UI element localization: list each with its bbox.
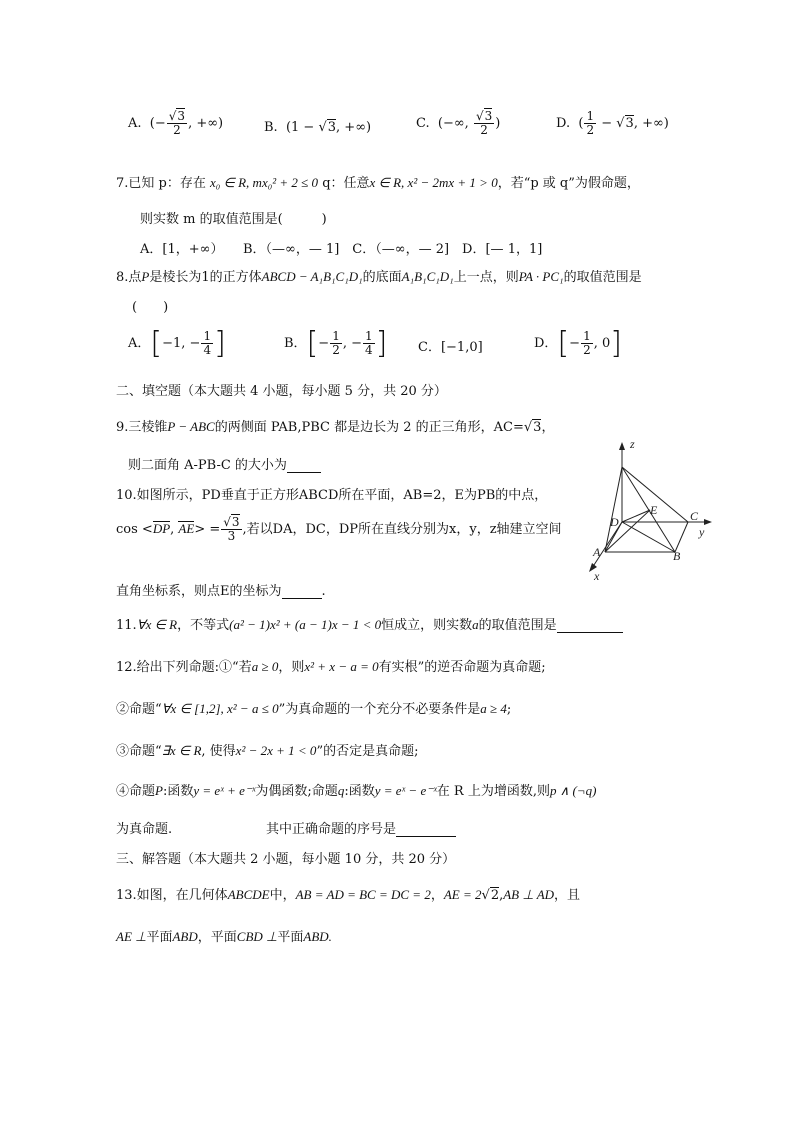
q12-line4: ④命题P:函数y = eˣ + e⁻ˣ为偶函数;命题q:函数y = eˣ − e⁻ˣ在 R 上为增函数,则p ∧ (¬q) <box>116 783 597 799</box>
section-2-heading: 二、填空题（本大题共 4 小题，每小题 5 分，共 20 分） <box>116 384 447 399</box>
x-label: x <box>594 569 600 582</box>
coordinate-pyramid-figure <box>580 432 715 582</box>
q11-line: 11.∀x ∈ R，不等式(a² − 1)x² + (a − 1)x − 1 < 0恒成立，则实数a的取值范围是 <box>116 614 623 633</box>
q13-line1: 13.如图，在几何体ABCDE中，AB = AD = BC = DC = 2，AE = 2√2,AB ⊥ AD，且 <box>116 887 581 903</box>
q6-option-a: A. (− $\frac{√3}{2}$ , +∞) <box>128 109 224 137</box>
point-B-label: B <box>673 549 681 563</box>
q6-option-b: B. (1 − √3, +∞) <box>264 120 372 135</box>
q8-option-a: A．[−1, − $\frac{1}{4}$ ] <box>128 326 226 361</box>
q6-option-d: D. ( $\frac{1}{2}$ − √3, +∞) <box>556 109 669 137</box>
q12-line5-answer: 其中正确命题的序号是 <box>266 818 456 837</box>
q8-option-c: C．[−1,0] <box>418 340 483 355</box>
q10-line2: cos <DP, AE> = $\frac{√3}{3}$ ,若以DA，DC，DP所在直线分别为x，y，z轴建立空间 <box>116 515 562 543</box>
section-3-heading: 三、解答题（本大题共 2 小题，每小题 10 分，共 20 分） <box>116 852 456 867</box>
q12-line3: ③命题“∃x ∈ R, 使得x² − 2x + 1 < 0”的否定是真命题; <box>116 743 419 759</box>
q7-options: A．[1，+∞） B．（—∞，— 1] C．（—∞，— 2] D．[— 1，1] <box>140 242 543 257</box>
z-label: z <box>630 437 635 451</box>
edge-DE <box>622 510 650 522</box>
q7-line2: 则实数 m 的取值范围是( ) <box>140 212 327 227</box>
edge-DB <box>622 522 675 552</box>
edge-PA <box>605 467 622 552</box>
q10-line1: 10.如图所示，PD垂直于正方形ABCD所在平面，AB=2，E为PB的中点， <box>116 488 548 503</box>
y-label: y <box>699 525 705 539</box>
y-axis-arrow <box>704 519 712 525</box>
z-axis-arrow <box>619 442 625 450</box>
q12-line5: 为真命题. <box>116 822 173 837</box>
edge-PB <box>622 467 675 552</box>
point-C-label: C <box>690 509 699 523</box>
q12-line2: ②命题“∀x ∈ [1,2], x² − a ≤ 0”为真命题的一个充分不必要条件是a ≥ 4; <box>116 701 512 717</box>
q8-option-b: B．[− $\frac{1}{2}$ , − $\frac{1}{4}$ ] <box>284 326 388 361</box>
q7-line1: 7.已知 p：存在 x₀ ∈ R, mx₀² + 2 ≤ 0 q：任意x ∈ R, x² − 2mx + 1 > 0，若“p 或 q”为假命题， <box>116 175 640 191</box>
point-E-label: E <box>650 503 658 517</box>
q10-line3: 直角坐标系，则点E的坐标为 . <box>116 584 326 599</box>
q8-option-d: D．[− $\frac{1}{2}$ , 0] <box>534 326 622 361</box>
edge-BC <box>675 522 688 552</box>
point-A-label: A <box>593 545 601 559</box>
q8-line2: ( ) <box>132 300 169 315</box>
q6-option-c: C. (−∞, $\frac{√3}{2}$ ) <box>416 109 501 137</box>
q13-line2: AE ⊥平面ABD，平面CBD ⊥平面ABD. <box>116 929 332 945</box>
point-D-label: D <box>610 515 619 529</box>
q9-line2: 则二面角 A-PB-C 的大小为 <box>128 454 321 473</box>
q8-line1: 8.点P是棱长为1的正方体ABCD − A₁B₁C₁D₁的底面A₁B₁C₁D₁上一点，则PA · PC₁的取值范围是 <box>116 269 642 285</box>
q9-line1: 9.三棱锥P − ABC的两侧面 PAB,PBC 都是边长为 2 的正三角形，AC=√3， <box>116 419 555 435</box>
q12-line1: 12.给出下列命题:①“若a ≥ 0，则x² + x − a = 0有实根”的逆否命题为真命题; <box>116 659 546 675</box>
